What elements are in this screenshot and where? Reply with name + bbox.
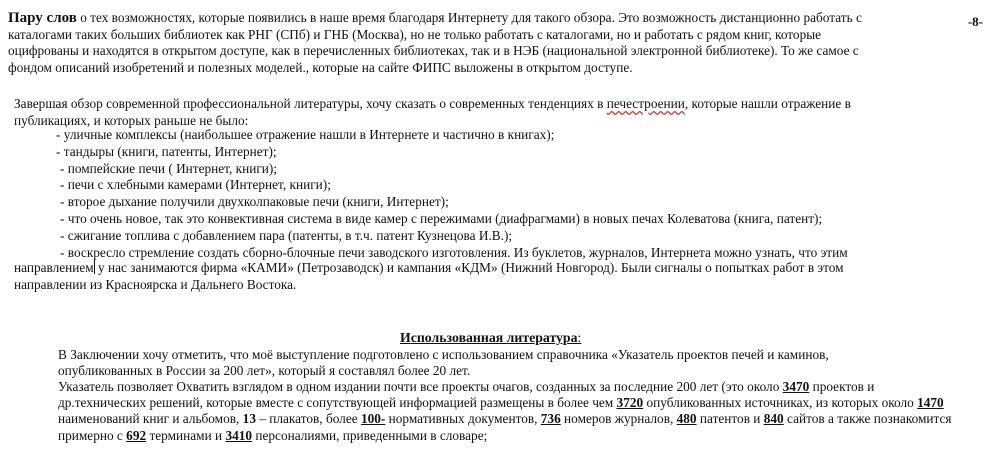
count-terms: 692 <box>126 427 147 443</box>
count-sites: 840 <box>763 411 784 427</box>
index-text: опубликованных источниках, из которых около <box>643 395 918 411</box>
list-item: - тандыры (книги, патенты, Интернет); <box>56 143 277 159</box>
index-paragraph <box>58 379 952 444</box>
list-continuation <box>14 260 844 294</box>
index-text: Указатель позволяет Охватить взглядом в одном издании почти все проекты очагов, созданных за последние 200 лет (это около <box>58 379 783 394</box>
continuation-word: направлением <box>14 260 94 275</box>
intro-line-4: фондом описаний изобретений и полезных моделей., которые на сайте ФИПС выложены в открытом доступе. <box>8 59 633 75</box>
list-item: - второе дыхание получили двухколпаковые печи (книги, Интернет); <box>60 194 449 210</box>
list-item: - сжигание топлива с добавлением пара (патенты, в т.ч. патент Кузнецова И.В.); <box>60 227 513 243</box>
page-number: -8- <box>967 14 983 29</box>
intro-line-1-text: о тех возможностях, которые появились в наше время благодаря Интернету для такого обзора. Это возможность дистанционно работать с <box>76 10 862 25</box>
count-persons: 3410 <box>225 427 253 443</box>
trends-line-1-c: , которые нашли отражение в <box>684 96 851 111</box>
conclusion-paragraph <box>58 347 829 379</box>
index-line-3 <box>58 411 952 427</box>
index-text: сайтов а также познакомится <box>783 411 952 427</box>
trends-paragraph <box>14 96 851 129</box>
count-patents: 480 <box>676 411 697 427</box>
intro-line-3: оцифрованы и находятся в открытом доступе, как в перечисленных библиотеках, так и в НЭБ (национальной электронной библиотеке). То же самое с <box>8 43 859 58</box>
list-item: - воскресло стремление создать сборно-блочные печи заводского изготовления. Из буклетов, журналов, Интернета можно узнать, что этим <box>60 244 848 260</box>
count-journals: 736 <box>540 411 561 427</box>
index-text: патентов и <box>696 411 764 427</box>
list-item: - что очень новое, так это конвективная система в виде камер с пережимами (диафрагмами) в новых печах Колеватова (книга, патент); <box>60 210 823 226</box>
trends-list <box>56 127 848 261</box>
trends-line-1-a: Завершая обзор современной профессиональной литературы, хочу сказать о современных тенденциях в <box>14 96 607 111</box>
list-item: - печи с хлебными камерами (Интернет, книги); <box>60 177 331 193</box>
conclusion-line-2: опубликованных в России за 200 лет», который я составлял более 20 лет. <box>58 363 471 379</box>
intro-lead: Пару слов <box>8 10 77 26</box>
index-text: номеров журналов, <box>560 411 677 427</box>
intro-paragraph <box>8 10 968 76</box>
intro-line-1 <box>8 10 968 27</box>
index-text: др.технических решений, которые вместе с сопутствующей информацией размещены в более чем <box>58 395 617 411</box>
references-heading-colon: : <box>577 330 582 345</box>
references-heading-text: Использованная литература <box>400 330 578 345</box>
continuation-line-2: направлении из Красноярска и Дальнего Востока. <box>14 276 297 292</box>
continuation-line-1 <box>14 260 844 277</box>
index-text: персоналиями, приведенными в словаре; <box>252 427 488 443</box>
index-line-4 <box>58 428 952 444</box>
trends-line-2: публикациях, и которых раньше не было: <box>14 112 249 128</box>
count-projects: 3470 <box>782 379 810 394</box>
continuation-line-1-text: у нас занимаются фирма «КАМИ» (Петрозаводск) и кампания «КДМ» (Нижний Новгород). Были сигналы о попытках работ в этом <box>94 260 844 275</box>
count-sources: 3720 <box>616 395 644 411</box>
count-books: 1470 <box>917 395 944 411</box>
count-normative: 100- <box>360 411 386 427</box>
index-text: примерно с <box>58 427 127 443</box>
list-item: - уличные комплексы (наибольшее отражение нашли в Интернете и частично в книгах); <box>56 127 555 142</box>
index-line-1 <box>58 379 952 395</box>
trends-line-1 <box>14 96 851 113</box>
index-line-2 <box>58 395 952 411</box>
index-text: проектов и <box>809 379 875 394</box>
index-text: нормативных документов, <box>385 411 541 427</box>
references-heading <box>400 330 581 346</box>
index-text: наименований книг и альбомов, <box>58 411 243 427</box>
spellcheck-word: печестроении <box>606 96 685 111</box>
list-item: - помпейские печи ( Интернет, книги); <box>60 160 278 176</box>
index-text: терминами и <box>146 427 226 443</box>
intro-line-2: каталогами таких больших библиотек как РНГ (СПб) и ГНБ (Москва), но не только работать с каталогами, но и работать с рядом книг, которые <box>8 26 822 42</box>
index-text: – плакатов, более <box>255 411 361 427</box>
conclusion-line-1: В Заключении хочу отметить, что моё выступление подготовлено с использованием справочника «Указатель проектов печей и каминов, <box>58 347 829 362</box>
count-posters: 13 <box>242 411 256 427</box>
